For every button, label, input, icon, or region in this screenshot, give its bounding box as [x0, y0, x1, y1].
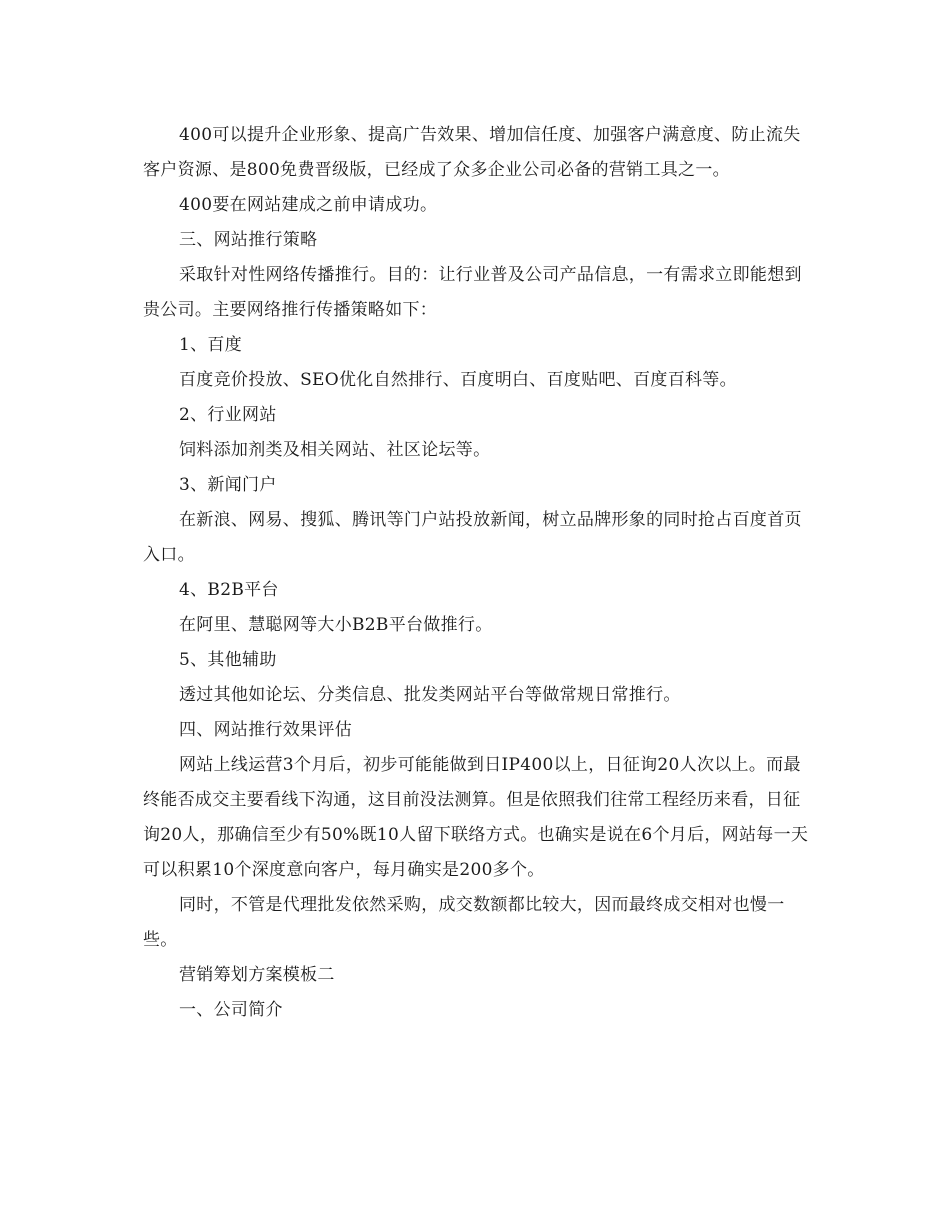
- paragraph-baidu: 百度竞价投放、SEO优化自然排行、百度明白、百度贴吧、百度百科等。: [179, 370, 737, 390]
- section-heading-company-intro: 一、公司简介: [179, 1000, 283, 1020]
- document-body: [143, 118, 813, 1028]
- list-heading-industry-sites: 2、行业网站: [179, 405, 277, 425]
- paragraph-other: 透过其他如论坛、分类信息、批发类网站平台等做常规日常推行。: [179, 685, 681, 705]
- paragraph-news-portals: 在新浪、网易、搜狐、腾讯等门户站投放新闻，树立品牌形象的同时抢占百度首页入口。: [143, 510, 802, 565]
- paragraph-industry-sites: 饲料添加剂类及相关网站、社区论坛等。: [179, 440, 491, 460]
- paragraph-b2b: 在阿里、慧聪网等大小B2B平台做推行。: [179, 615, 493, 635]
- list-heading-news-portals: 3、新闻门户: [179, 475, 277, 495]
- list-heading-b2b: 4、B2B平台: [179, 580, 279, 600]
- template-two-title: 营销筹划方案模板二: [179, 965, 335, 985]
- list-heading-baidu: 1、百度: [179, 335, 243, 355]
- paragraph-400-benefits: 400可以提升企业形象、提高广告效果、增加信任度、加强客户满意度、防止流失客户资源、是800免费晋级版，已经成了众多企业公司必备的营销工具之一。: [143, 125, 801, 180]
- paragraph-promotion-intro: 采取针对性网络传播推行。目的：让行业普及公司产品信息，一有需求立即能想到贵公司。主要网络推行传播策略如下：: [143, 265, 802, 320]
- section-heading-evaluation: 四、网站推行效果评估: [179, 720, 352, 740]
- paragraph-evaluation: 网站上线运营3个月后，初步可能能做到日IP400以上，日征询20人次以上。而最终能否成交主要看线下沟通，这目前没法测算。但是依照我们往常工程经历来看，日征询20人，那确信至少有50%既10人留下联络方式。也确实是说在6个月后，网站每一天可以积累10个深度意向客户，每月确实是200多个。: [143, 755, 809, 880]
- paragraph-closing: 同时，不管是代理批发依然采购，成交数额都比较大，因而最终成交相对也慢一些。: [143, 895, 785, 950]
- list-heading-other: 5、其他辅助: [179, 650, 277, 670]
- section-heading-promotion-strategy: 三、网站推行策略: [179, 230, 318, 250]
- paragraph-400-apply: 400要在网站建成之前申请成功。: [179, 195, 438, 215]
